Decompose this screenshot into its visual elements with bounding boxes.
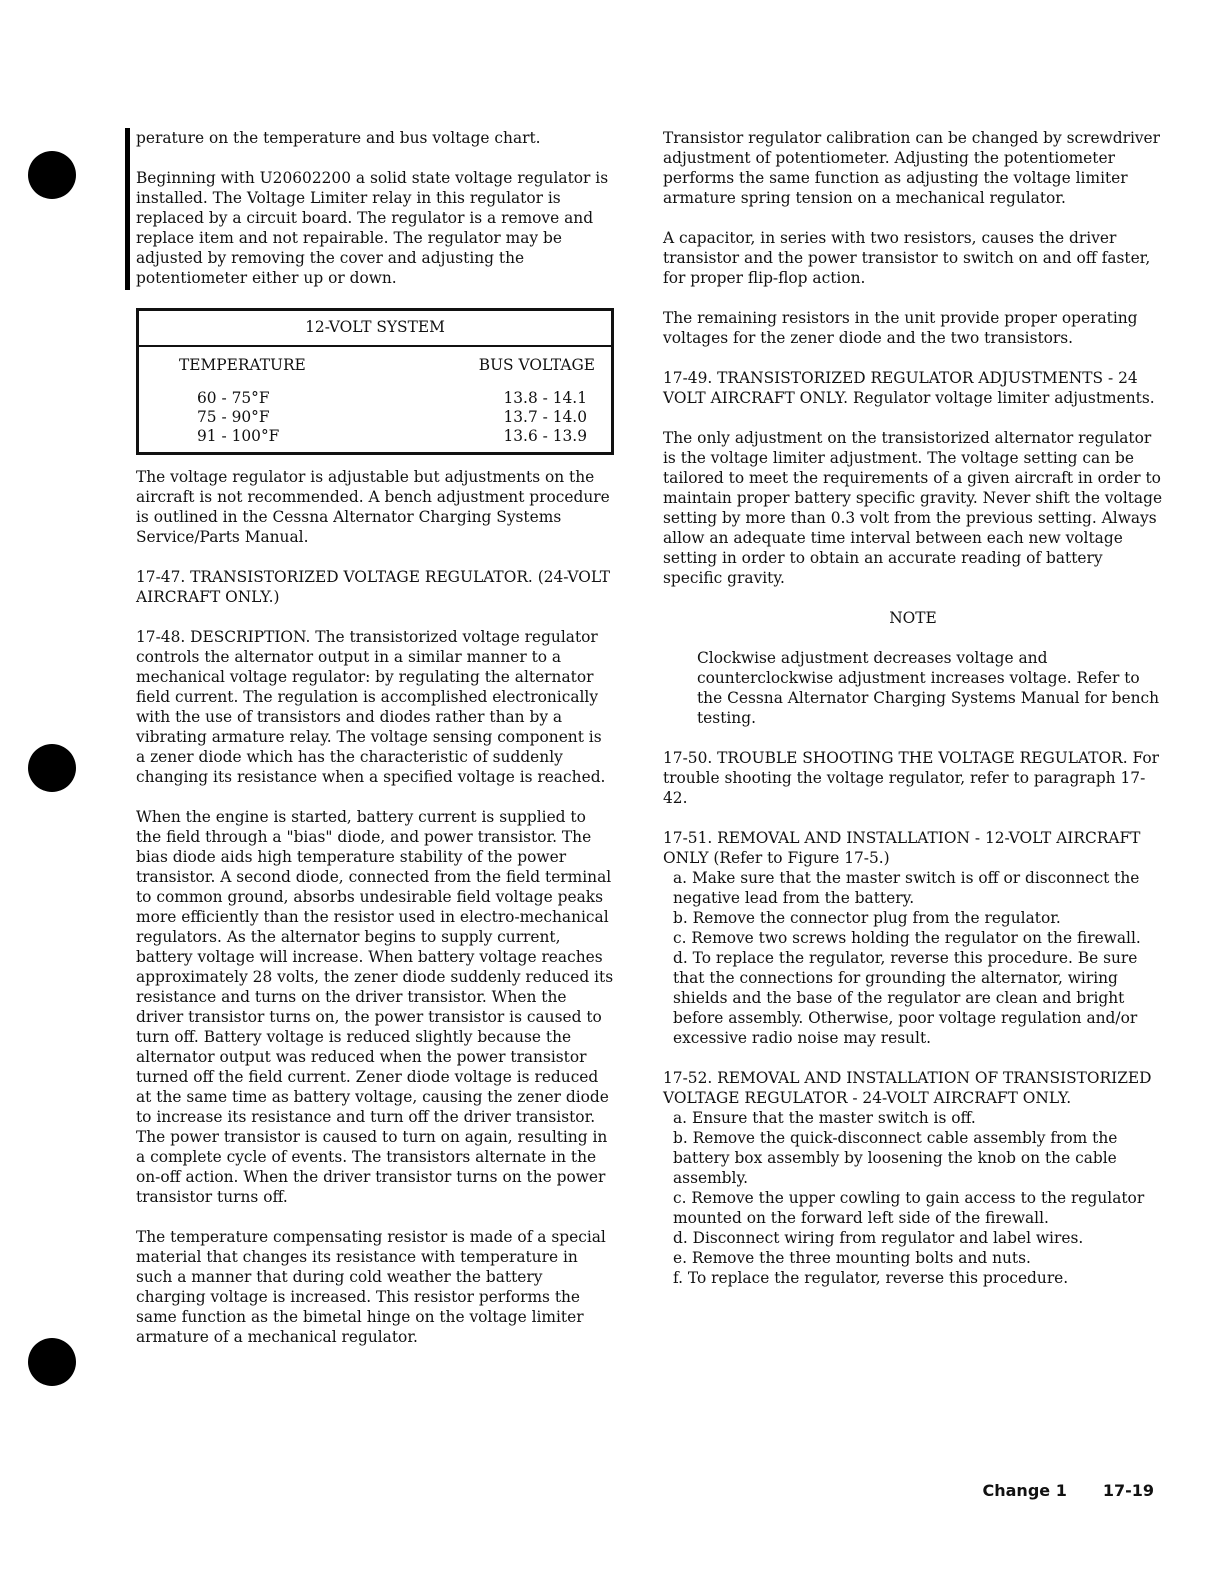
list-item: c. Remove two screws holding the regulator on the firewall.	[673, 929, 1141, 947]
table-row	[139, 427, 611, 452]
section-heading: 17-50. TROUBLE SHOOTING THE VOLTAGE REGULATOR. For trouble shooting the voltage regulator, refer to paragraph 17-42.	[663, 749, 1159, 807]
voltage-range: 13.8 - 14.1	[503, 389, 587, 407]
list-item: b. Remove the connector plug from the regulator.	[673, 909, 1061, 927]
section-heading: 17-49. TRANSISTORIZED REGULATOR ADJUSTMENTS - 24 VOLT AIRCRAFT ONLY. Regulator voltage limiter adjustments.	[663, 369, 1155, 407]
list-item: a. Make sure that the master switch is off or disconnect the negative lead from the battery.	[673, 869, 1140, 907]
temp-range: 60 - 75°F	[197, 389, 270, 407]
voltage-table	[136, 308, 614, 455]
table-title: 12-VOLT SYSTEM	[139, 311, 611, 347]
binder-hole	[28, 151, 76, 199]
left-column	[136, 128, 614, 1367]
temp-range: 75 - 90°F	[197, 408, 270, 426]
section-heading: 17-52. REMOVAL AND INSTALLATION OF TRANSISTORIZED VOLTAGE REGULATOR - 24-VOLT AIRCRAFT ONLY.	[663, 1069, 1152, 1107]
list-item: f. To replace the regulator, reverse this procedure.	[673, 1269, 1069, 1287]
paragraph: When the engine is started, battery current is supplied to the field through a "bias" diode, and power transistor. The bias diode aids high temperature stability of the power transistor. A second diode, connected from the field terminal to common ground, absorbs undesirable field voltage peaks more efficiently than the resistor used in electro-mechanical regulators. As the alternator begins to supply current, battery voltage will increase. When battery voltage reaches approximately 28 volts, the zener diode suddenly reduced its resistance and turns on the driver transistor. When the driver transistor turns on, the power transistor is caused to turn off. Battery voltage is reduced slightly because the alternator output was reduced when the power transistor turned off the field current. Zener diode voltage is reduced at the same time as battery voltage, causing the zener diode to increase its resistance and turn off the driver transistor. The power transistor is caused to turn on again, resulting in a complete cycle of events. The transistors alternate in the on-off action. When the driver transistor turns on the power transistor turns off.	[136, 808, 614, 1206]
paragraph: A capacitor, in series with two resistors, causes the driver transistor and the power transistor to switch on and off faster, for proper flip-flop action.	[663, 229, 1151, 287]
list-item: c. Remove the upper cowling to gain access to the regulator mounted on the forward left side of the firewall.	[673, 1189, 1145, 1227]
paragraph: 17-48. DESCRIPTION. The transistorized voltage regulator controls the alternator output in a similar manner to a mechanical voltage regulator: by regulating the alternator field current. The regulation is accomplished electronically with the use of transistors and diodes rather than by a vibrating armature relay. The voltage sensing component is a zener diode which has the characteristic of suddenly changing its resistance when a specified voltage is reached.	[136, 628, 606, 786]
voltage-range: 13.7 - 14.0	[503, 408, 587, 426]
table-row	[139, 408, 611, 427]
paragraph: Transistor regulator calibration can be changed by screwdriver adjustment of potentiometer. Adjusting the potentiometer performs the same function as adjusting the voltage limiter armature spring tension on a mechanical regulator.	[663, 129, 1161, 207]
paragraph: Beginning with U20602200 a solid state voltage regulator is installed. The Voltage Limiter relay in this regulator is replaced by a circuit board. The regulator is a remove and replace item and not repairable. The regulator may be adjusted by removing the cover and adjusting the potentiometer either up or down.	[136, 169, 609, 287]
procedure-list	[663, 868, 1163, 1048]
page-number: 17-19	[1102, 1481, 1154, 1500]
col-bus-voltage: BUS VOLTAGE	[478, 356, 595, 374]
paragraph: The remaining resistors in the unit provide proper operating voltages for the zener diode and the two transistors.	[663, 309, 1138, 347]
paragraph: The voltage regulator is adjustable but adjustments on the aircraft is not recommended. A bench adjustment procedure is outlined in the Cessna Alternator Charging Systems Service/Parts Manual.	[136, 468, 610, 546]
change-bar	[125, 128, 130, 290]
paragraph: perature on the temperature and bus voltage chart.	[136, 129, 541, 147]
col-temperature: TEMPERATURE	[179, 356, 306, 374]
page-footer	[983, 1481, 1155, 1500]
binder-hole	[28, 1338, 76, 1386]
paragraph: The only adjustment on the transistorized alternator regulator is the voltage limiter adjustment. The voltage setting can be tailored to meet the requirements of a given aircraft in order to maintain proper battery specific gravity. Never shift the voltage setting by more than 0.3 volt from the previous setting. Always allow an adequate time interval between each new voltage setting in order to obtain an accurate reading of battery specific gravity.	[663, 429, 1163, 587]
list-item: d. Disconnect wiring from regulator and label wires.	[673, 1229, 1084, 1247]
change-label: Change 1	[982, 1481, 1067, 1500]
section-heading: 17-47. TRANSISTORIZED VOLTAGE REGULATOR. (24-VOLT AIRCRAFT ONLY.)	[136, 568, 611, 606]
right-column	[663, 128, 1163, 1288]
temp-range: 91 - 100°F	[197, 427, 280, 445]
procedure-list	[663, 1108, 1163, 1288]
section-heading: 17-51. REMOVAL AND INSTALLATION - 12-VOLT AIRCRAFT ONLY (Refer to Figure 17-5.)	[663, 829, 1141, 867]
voltage-range: 13.6 - 13.9	[503, 427, 587, 445]
list-item: a. Ensure that the master switch is off.	[673, 1109, 976, 1127]
list-item: e. Remove the three mounting bolts and nuts.	[673, 1249, 1031, 1267]
paragraph: The temperature compensating resistor is made of a special material that changes its resistance with temperature in such a manner that during cold weather the battery charging voltage is increased. This resistor performs the same function as the bimetal hinge on the voltage limiter armature of a mechanical regulator.	[136, 1228, 606, 1346]
note-body: Clockwise adjustment decreases voltage and counterclockwise adjustment increases voltage. Refer to the Cessna Alternator Charging Systems Manual for bench testing.	[697, 649, 1160, 727]
note-title: NOTE	[889, 609, 937, 627]
binder-hole	[28, 744, 76, 792]
list-item: d. To replace the regulator, reverse this procedure. Be sure that the connections for grounding the alternator, wiring shields and the base of the regulator are clean and bright before assembly. Otherwise, poor voltage regulation and/or excessive radio noise may result.	[673, 949, 1138, 1047]
table-header	[139, 347, 611, 389]
list-item: b. Remove the quick-disconnect cable assembly from the battery box assembly by loosening the knob on the cable assembly.	[673, 1129, 1118, 1187]
table-row	[139, 389, 611, 408]
